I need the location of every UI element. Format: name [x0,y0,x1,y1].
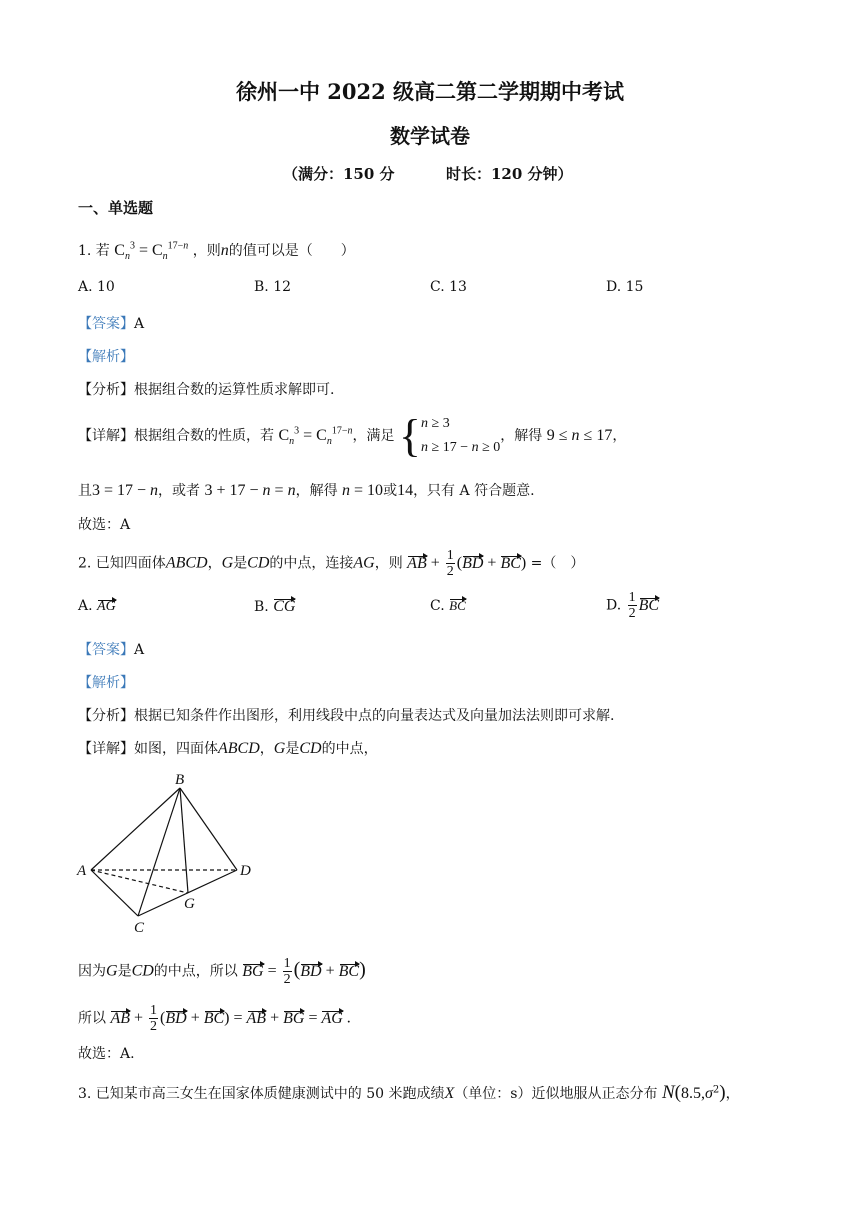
q2-answer: 【答案】A [78,642,145,658]
q2-option-d: D. $\frac{1}{2}$ BC [606,590,660,621]
q2-choose: 故选：A. [78,1046,135,1062]
q2-option-b: B. CG [254,598,296,615]
page-subtitle: 数学试卷 [390,124,470,148]
edge-bd [180,788,237,870]
q2-detail: 【详解】如图，四面体ABCD，G是CD的中点， [78,740,378,757]
q1-option-b: B. 12 [254,279,292,295]
q1-option-a: A. 10 [78,279,115,295]
label-d: D [240,863,251,879]
q2-analysis-label: 【解析】 [78,675,134,691]
edge-ac [91,870,138,916]
q1-option-d: D. 15 [606,279,644,295]
q2-option-a: A. AG [78,598,116,614]
q1-choose: 故选：A [78,517,131,533]
q1-answer: 【答案】A [78,316,145,332]
q1-stem: 1. 若 $C_n^3 = C_n^{17-n}$ ，则n的值可以是（ ） [78,240,355,263]
q2-stem: 2. 已知四面体ABCD，G是CD的中点，连接AG，则 AB + $\frac{1}{2}$ (BD + BC) =（ ） [78,548,585,579]
q1-fenxi: 【分析】根据组合数的运算性质求解即可. [78,382,335,398]
q1-detail-2: 且3 = 17 − n，或者 3 + 17 − n = n，解得 n = 10或14，只有 A 符合题意. [78,482,535,499]
edge-bg [180,788,188,893]
page-title: 徐州一中 2022 级高二第二学期期中考试 [235,79,625,104]
label-b: B [175,772,185,788]
tetrahedron-figure [74,768,264,938]
q2-because: 因为G是CD的中点，所以 BG = $\frac{1}{2}$ (BD + BC) [78,956,366,987]
section-title: 一、单选题 [78,199,154,217]
q2-option-c: C. BC [430,598,466,614]
q1-detail-1: 【详解】根据组合数的性质，若 $C_n^3 = C_n^{17-n}$，满足 {n ≥ 3 n ≥ 17 − n ≥ 0，解得 9 ≤ n ≤ 17， [78,410,627,461]
label-g: G [184,896,195,912]
time-info: 时长：120 分钟） [446,165,573,183]
edge-ag [91,870,188,893]
q3-stem: 3. 已知某市高三女生在国家体质健康测试中的 50 米跑成绩X（单位：s）近似地服从正态分布 $N(8.5,\sigma^2)$， [78,1082,740,1103]
label-c: C [134,920,145,936]
q2-fenxi: 【分析】根据已知条件作出图形，利用线段中点的向量表达式及向量加法法则即可求解. [78,708,615,724]
q1-option-c: C. 13 [430,279,467,295]
q2-so: 所以 AB + $\frac{1}{2}$ (BD + BC) = AB + BG = AG . [78,1003,351,1034]
label-a: A [77,863,87,879]
score-info: （满分：150 分 [283,165,395,183]
q1-analysis-label: 【解析】 [78,349,134,365]
